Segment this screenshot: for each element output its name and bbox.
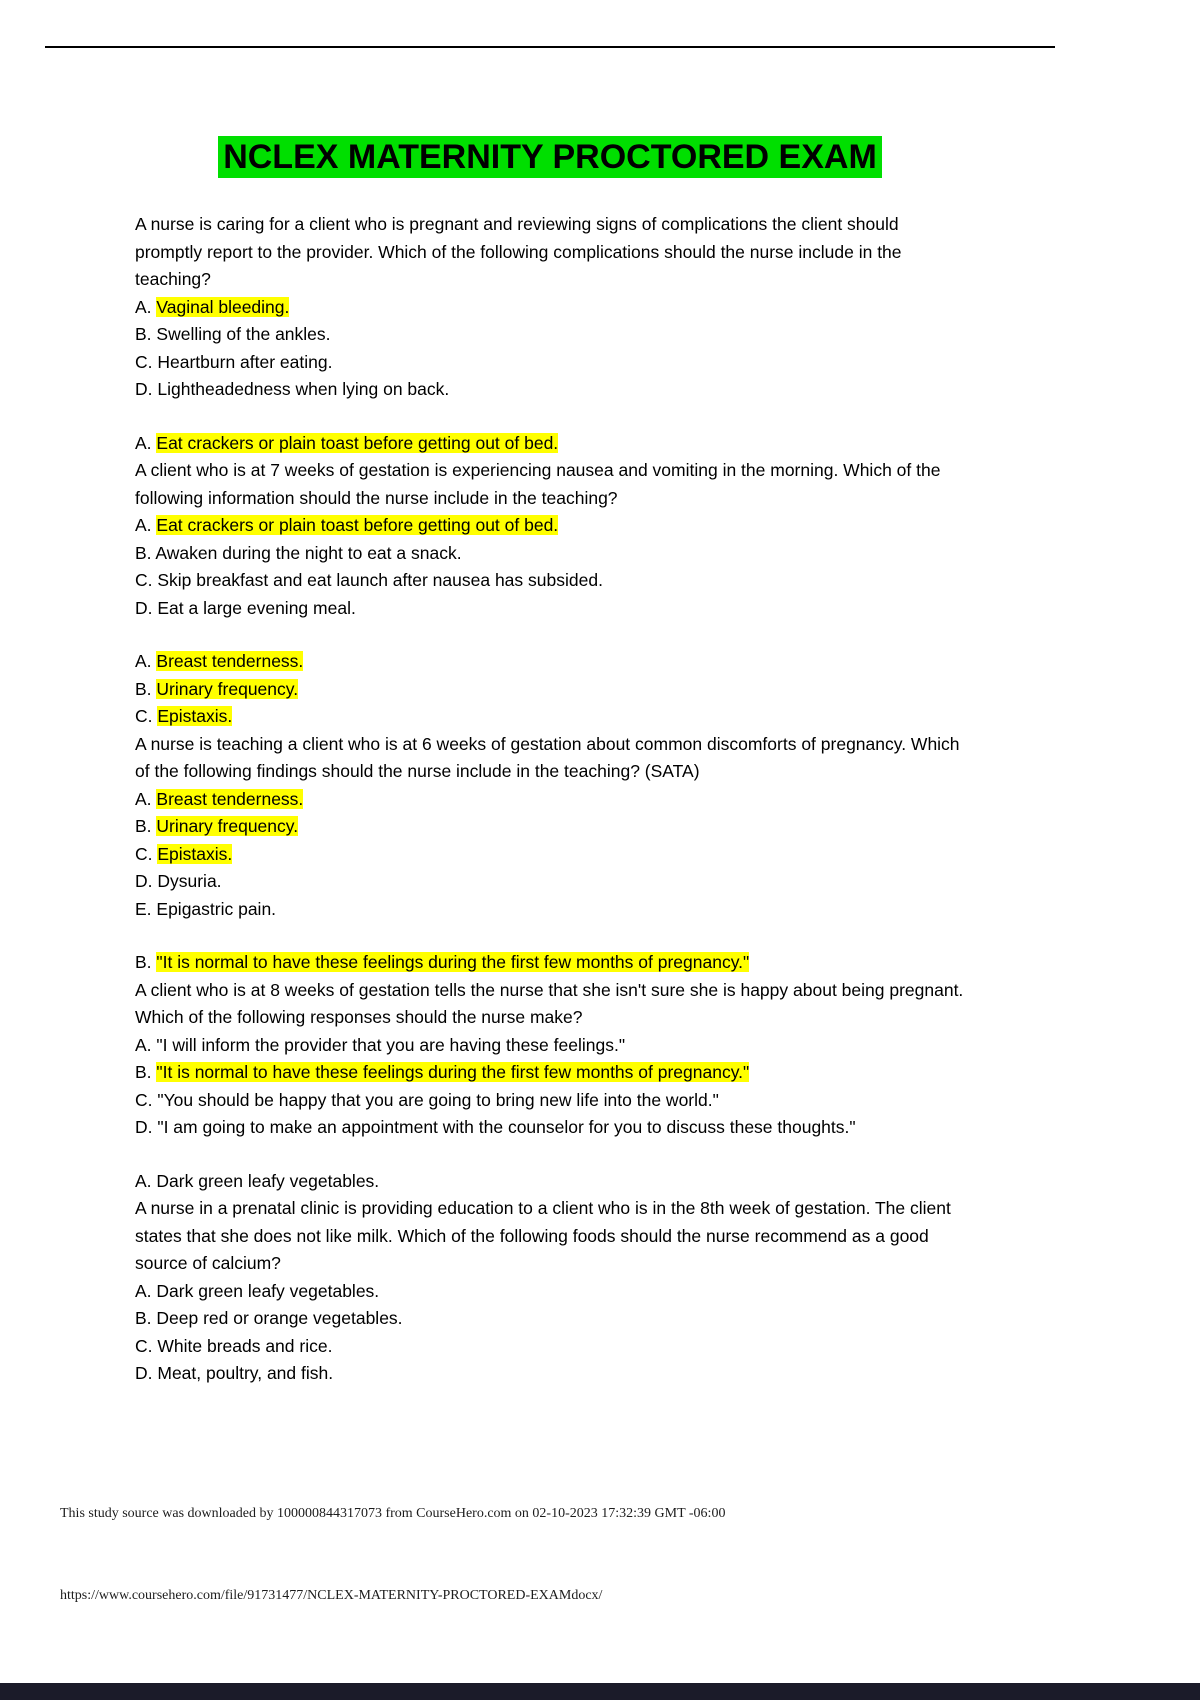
question-text: A. (135, 651, 157, 671)
question-line (135, 430, 967, 458)
highlighted-answer-text: "It is normal to have these feelings during the first few months of pregnancy." (156, 952, 750, 972)
question-text: D. Meat, poultry, and fish. (135, 1363, 334, 1383)
question-line (135, 1168, 967, 1196)
highlighted-answer-text: Eat crackers or plain toast before getting out of bed. (156, 432, 559, 453)
question-text: C. (135, 843, 158, 864)
question-line (135, 567, 967, 595)
question-line (135, 376, 967, 404)
question-text: C. (135, 706, 158, 726)
highlighted-answer-text: Breast tenderness. (156, 651, 304, 671)
question-text: D. Dysuria. (135, 871, 222, 891)
question-text: A. (135, 432, 157, 453)
question-text: C. Heartburn after eating. (135, 351, 333, 372)
question-line (135, 731, 967, 786)
question-text: B. (135, 1062, 157, 1082)
question-line (135, 294, 967, 322)
question-text: A nurse is caring for a client who is pregnant and reviewing signs of complications the client should promptly report to the provider. Which of the following complications should the nurse include in the teaching? (135, 214, 902, 289)
header-rule (45, 46, 1055, 48)
question-line (135, 457, 967, 512)
highlighted-answer-text: "It is normal to have these feelings during the first few months of pregnancy." (156, 1062, 750, 1082)
question-line (135, 648, 967, 676)
question-text: C. "You should be happy that you are going to bring new life into the world." (135, 1089, 719, 1110)
question-text: D. Eat a large evening meal. (135, 597, 356, 618)
question-text: A. (135, 788, 157, 809)
question-line (135, 786, 967, 814)
question-line (135, 512, 967, 540)
highlighted-answer-text: Breast tenderness. (156, 788, 304, 809)
question-line (135, 349, 967, 377)
question-line (135, 1305, 967, 1333)
highlighted-answer-text: Urinary frequency. (156, 678, 299, 699)
question-text: A. (135, 296, 157, 317)
question-block (135, 430, 967, 623)
question-text: A client who is at 8 weeks of gestation tells the nurse that she isn't sure she is happy about being pregnant. Which of the following responses should the nurse make? (135, 979, 964, 1027)
question-line (135, 1114, 967, 1142)
question-text: B. (135, 816, 157, 836)
question-text: B. Awaken during the night to eat a snack. (135, 542, 462, 563)
question-line (135, 896, 967, 924)
question-line (135, 703, 967, 731)
question-line (135, 540, 967, 568)
question-line (135, 1333, 967, 1361)
question-text: C. Skip breakfast and eat launch after nausea has subsided. (135, 570, 603, 590)
question-block (135, 648, 967, 923)
question-line (135, 595, 967, 623)
question-text: A. (135, 515, 157, 535)
question-text: E. Epigastric pain. (135, 898, 277, 919)
question-line (135, 813, 967, 841)
question-text: B. (135, 678, 157, 699)
question-line (135, 977, 967, 1032)
question-text: B. Swelling of the ankles. (135, 324, 331, 344)
question-text: A client who is at 7 weeks of gestation is experiencing nausea and vomiting in the morning. Which of the following information should the nurse include in the teaching? (135, 460, 941, 508)
question-line (135, 1059, 967, 1087)
question-text: A. Dark green leafy vegetables. (135, 1280, 380, 1301)
question-text: B. (135, 952, 157, 972)
question-text: D. Lightheadedness when lying on back. (135, 379, 450, 399)
question-line (135, 321, 967, 349)
question-line (135, 1360, 967, 1388)
question-text: A nurse in a prenatal clinic is providing education to a client who is in the 8th week of gestation. The client states that she does not like milk. Which of the following foods should the nurse recommend as a good source of calcium? (135, 1198, 951, 1273)
question-text: A. Dark green leafy vegetables. (135, 1170, 380, 1191)
question-block (135, 1168, 967, 1388)
download-source-note: This study source was downloaded by 100000844317073 from CourseHero.com on 02-10-2023 17:32:39 GMT -06:00 (60, 1506, 726, 1521)
document-title: NCLEX MATERNITY PROCTORED EXAM (218, 136, 882, 178)
highlighted-answer-text: Vaginal bleeding. (156, 296, 290, 317)
question-line (135, 1087, 967, 1115)
highlighted-answer-text: Epistaxis. (157, 843, 233, 864)
source-url: https://www.coursehero.com/file/91731477/NCLEX-MATERNITY-PROCTORED-EXAMdocx/ (60, 1588, 603, 1603)
question-text: A. "I will inform the provider that you are having these feelings." (135, 1034, 626, 1055)
question-block (135, 949, 967, 1142)
question-line (135, 868, 967, 896)
bottom-bar (0, 1683, 1200, 1700)
question-line (135, 211, 967, 294)
question-text: B. Deep red or orange vegetables. (135, 1308, 403, 1328)
question-line (135, 1278, 967, 1306)
title-row (45, 136, 1055, 178)
question-text: C. White breads and rice. (135, 1335, 333, 1356)
question-line (135, 1195, 967, 1278)
question-line (135, 676, 967, 704)
question-line (135, 841, 967, 869)
question-text: D. "I am going to make an appointment with the counselor for you to discuss these thoughts." (135, 1117, 856, 1137)
question-block (135, 211, 967, 404)
question-text: A nurse is teaching a client who is at 6 weeks of gestation about common discomforts of pregnancy. Which of the following findings should the nurse include in the teaching? (SATA) (135, 733, 960, 781)
questions (135, 211, 967, 1414)
question-line (135, 949, 967, 977)
question-line (135, 1032, 967, 1060)
highlighted-answer-text: Epistaxis. (157, 706, 233, 726)
highlighted-answer-text: Urinary frequency. (156, 816, 299, 836)
highlighted-answer-text: Eat crackers or plain toast before getting out of bed. (156, 515, 559, 535)
